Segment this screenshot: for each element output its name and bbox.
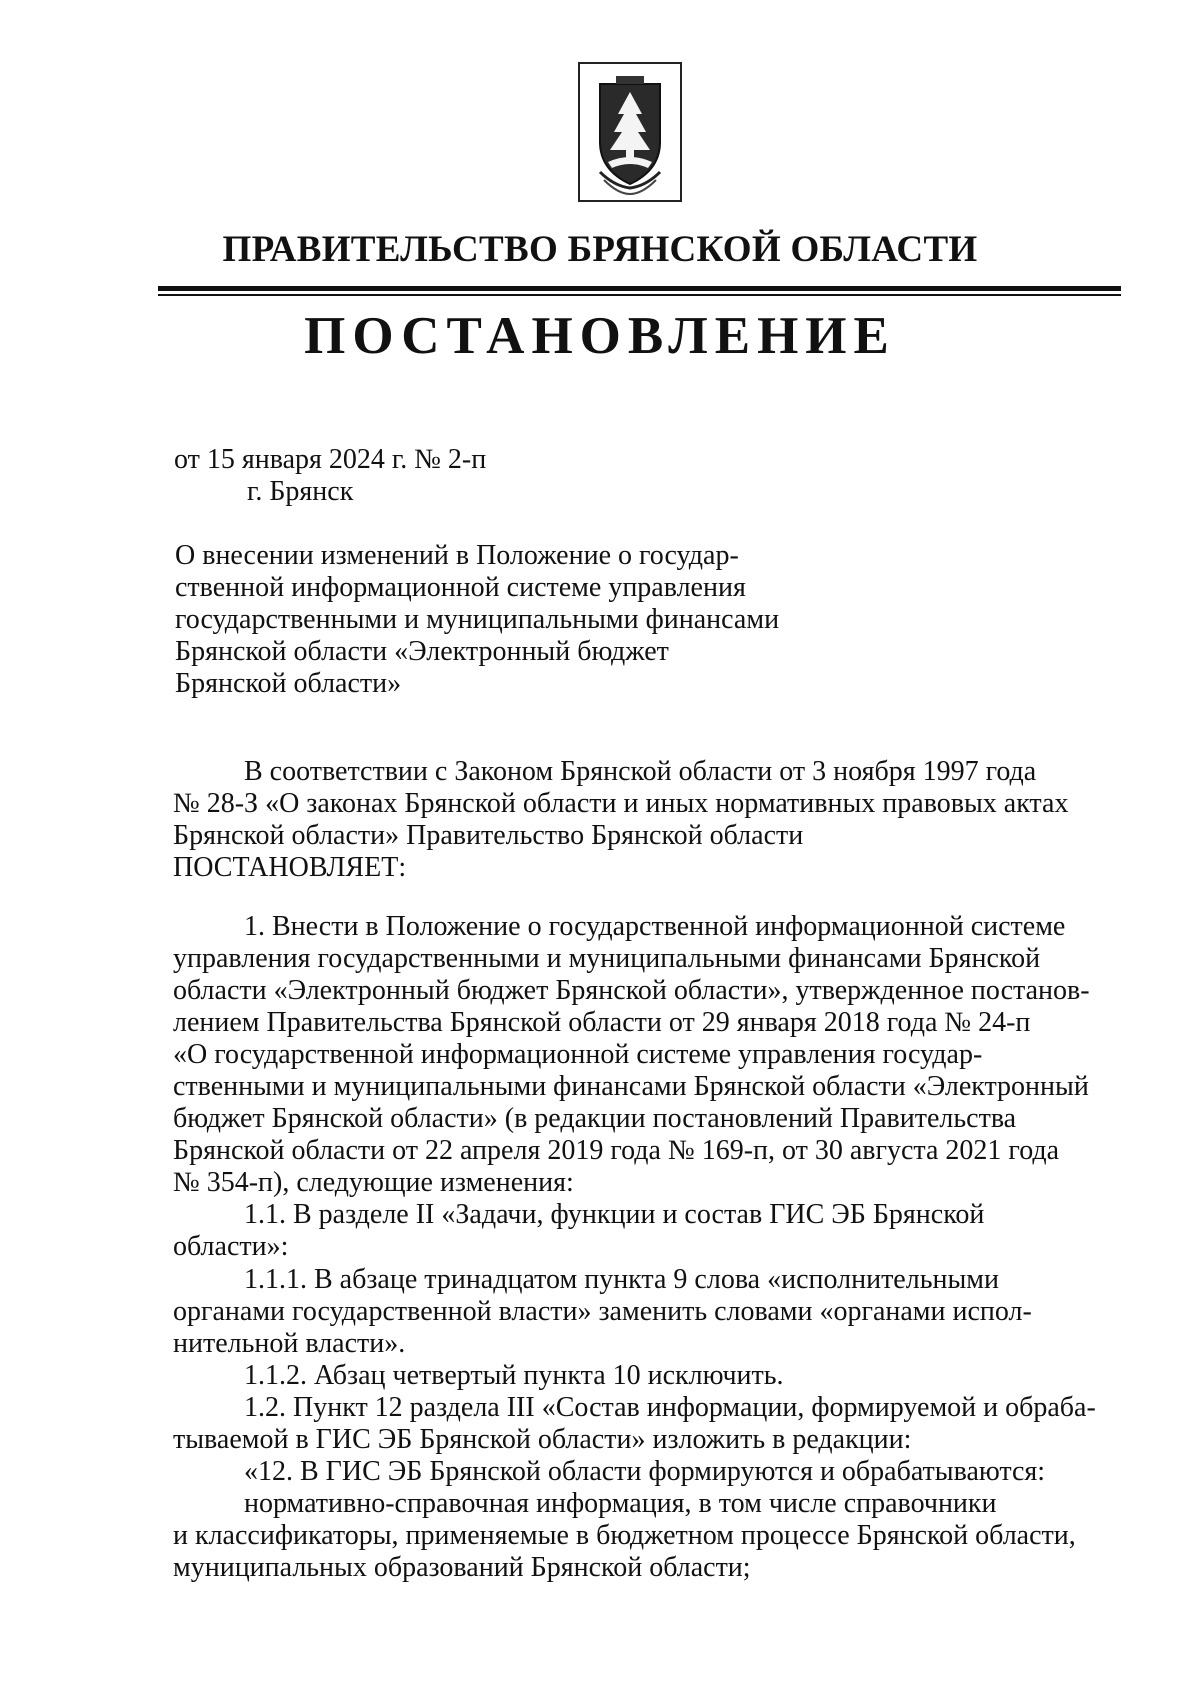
body-line: № 28-З «О законах Брянской области и иных нормативных правовых актах	[173, 788, 1069, 819]
subject-line: государственными и муниципальными финансами	[175, 604, 780, 635]
body-line: нительной власти».	[173, 1328, 406, 1359]
coat-of-arms-emblem	[578, 62, 682, 202]
body-line: управления государственными и муниципальными финансами Брянской	[173, 943, 1041, 974]
body-line: лением Правительства Брянской области от 29 января 2018 года № 24-п	[173, 1007, 1031, 1038]
document-type: ПОСТАНОВЛЕНИЕ	[304, 307, 896, 365]
body-line: Брянской области» Правительство Брянской области	[173, 820, 804, 851]
body-line: «12. В ГИС ЭБ Брянской области формируются и обрабатываются:	[244, 1456, 1046, 1487]
body-line: 1.1.2. Абзац четвертый пункта 10 исключить.	[244, 1360, 784, 1391]
body-line: 1.1. В разделе II «Задачи, функции и состав ГИС ЭБ Брянской	[244, 1199, 985, 1230]
body-line: В соответствии с Законом Брянской области от 3 ноября 1997 года	[244, 756, 1037, 787]
body-line: № 354-п), следующие изменения:	[173, 1167, 574, 1198]
body-line: Брянской области от 22 апреля 2019 года № 169-п, от 30 августа 2021 года	[173, 1135, 1060, 1166]
government-title: ПРАВИТЕЛЬСТВО БРЯНСКОЙ ОБЛАСТИ	[222, 229, 978, 270]
body-line: органами государственной власти» заменить словами «органами испол-	[173, 1296, 1032, 1327]
resolves-heading: ПОСТАНОВЛЯЕТ:	[173, 852, 407, 883]
body-line: нормативно-справочная информация, в том числе справочники	[244, 1488, 997, 1519]
header-divider-thin	[158, 294, 1121, 296]
header-divider-thick	[158, 286, 1121, 291]
body-line: 1.2. Пункт 12 раздела III «Состав информации, формируемой и обраба-	[244, 1392, 1096, 1423]
body-line: бюджет Брянской области» (в редакции постановлений Правительства	[173, 1103, 1017, 1134]
body-line: области «Электронный бюджет Брянской области», утвержденное постанов-	[173, 975, 1090, 1006]
body-line: муниципальных образований Брянской области;	[173, 1552, 751, 1583]
subject-line: О внесении изменений в Положение о государ-	[175, 540, 739, 571]
body-line: «О государственной информационной системе управления государ-	[173, 1039, 983, 1070]
subject-line: Брянской области»	[175, 668, 402, 699]
body-line: тываемой в ГИС ЭБ Брянской области» изложить в редакции:	[173, 1424, 912, 1455]
subject-line: ственной информационной системе управления	[175, 572, 746, 603]
body-line: 1.1.1. В абзаце тринадцатом пункта 9 слова «исполнительными	[244, 1264, 999, 1295]
body-line: и классификаторы, применяемые в бюджетном процессе Брянской области,	[173, 1520, 1076, 1551]
document-date-number: от 15 января 2024 г. № 2-п	[174, 444, 487, 475]
body-line: 1. Внести в Положение о государственной информационной системе	[244, 911, 1066, 942]
document-city: г. Брянск	[247, 476, 354, 507]
body-line: ственными и муниципальными финансами Брянской области «Электронный	[173, 1071, 1089, 1102]
subject-line: Брянской области «Электронный бюджет	[175, 636, 669, 667]
body-line: области»:	[173, 1231, 289, 1262]
